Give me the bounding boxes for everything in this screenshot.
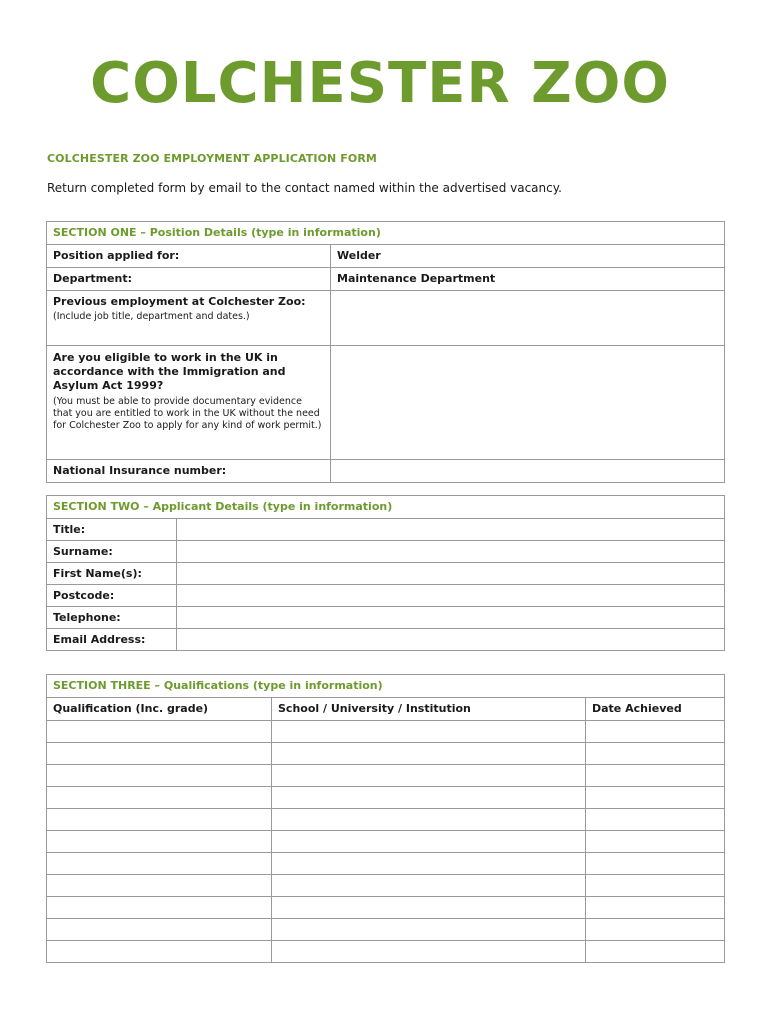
qualification-row bbox=[47, 875, 725, 897]
institution-cell[interactable] bbox=[272, 941, 586, 963]
colchester-zoo-logo bbox=[90, 40, 670, 120]
first-names-label: First Name(s): bbox=[47, 563, 177, 585]
qualification-cell[interactable] bbox=[47, 941, 272, 963]
qualification-cell[interactable] bbox=[47, 919, 272, 941]
surname-field[interactable] bbox=[177, 541, 725, 563]
date-cell[interactable] bbox=[586, 875, 725, 897]
qualification-row bbox=[47, 853, 725, 875]
institution-cell[interactable] bbox=[272, 897, 586, 919]
department-label: Department: bbox=[47, 268, 331, 291]
qualification-cell[interactable] bbox=[47, 743, 272, 765]
date-cell[interactable] bbox=[586, 831, 725, 853]
previous-employment-cell bbox=[47, 291, 331, 346]
department-field[interactable]: Maintenance Department bbox=[331, 268, 725, 291]
qualification-row bbox=[47, 765, 725, 787]
ni-number-field[interactable] bbox=[331, 460, 725, 483]
institution-cell[interactable] bbox=[272, 809, 586, 831]
date-cell[interactable] bbox=[586, 853, 725, 875]
date-achieved-column-header: Date Achieved bbox=[586, 698, 725, 721]
qualification-row bbox=[47, 809, 725, 831]
date-cell[interactable] bbox=[586, 919, 725, 941]
eligibility-field[interactable] bbox=[331, 346, 725, 460]
institution-cell[interactable] bbox=[272, 875, 586, 897]
position-label: Position applied for: bbox=[47, 245, 331, 268]
qualification-cell[interactable] bbox=[47, 787, 272, 809]
position-field[interactable]: Welder bbox=[331, 245, 725, 268]
qualification-cell[interactable] bbox=[47, 721, 272, 743]
institution-cell[interactable] bbox=[272, 721, 586, 743]
date-cell[interactable] bbox=[586, 897, 725, 919]
date-cell[interactable] bbox=[586, 809, 725, 831]
date-cell[interactable] bbox=[586, 941, 725, 963]
eligibility-cell bbox=[47, 346, 331, 460]
qualification-cell[interactable] bbox=[47, 831, 272, 853]
qualification-cell[interactable] bbox=[47, 897, 272, 919]
qualification-cell[interactable] bbox=[47, 765, 272, 787]
institution-column-header: School / University / Institution bbox=[272, 698, 586, 721]
qualification-row bbox=[47, 941, 725, 963]
form-title: COLCHESTER ZOO EMPLOYMENT APPLICATION FORM bbox=[47, 152, 377, 165]
qualification-row bbox=[47, 743, 725, 765]
section-one-table bbox=[46, 221, 725, 483]
institution-cell[interactable] bbox=[272, 743, 586, 765]
date-cell[interactable] bbox=[586, 721, 725, 743]
qualification-cell[interactable] bbox=[47, 853, 272, 875]
qualification-row bbox=[47, 787, 725, 809]
institution-cell[interactable] bbox=[272, 787, 586, 809]
previous-employment-label: Previous employment at Colchester Zoo: bbox=[53, 295, 306, 308]
institution-cell[interactable] bbox=[272, 765, 586, 787]
ni-number-label: National Insurance number: bbox=[47, 460, 331, 483]
first-names-field[interactable] bbox=[177, 563, 725, 585]
logo-text: COLCHESTER ZOO bbox=[90, 51, 670, 116]
qualification-row bbox=[47, 919, 725, 941]
surname-label: Surname: bbox=[47, 541, 177, 563]
section-three-heading: SECTION THREE – Qualifications (type in information) bbox=[47, 675, 725, 698]
institution-cell[interactable] bbox=[272, 831, 586, 853]
qualification-cell[interactable] bbox=[47, 875, 272, 897]
institution-cell[interactable] bbox=[272, 919, 586, 941]
institution-cell[interactable] bbox=[272, 853, 586, 875]
title-field[interactable] bbox=[177, 519, 725, 541]
email-label: Email Address: bbox=[47, 629, 177, 651]
title-label: Title: bbox=[47, 519, 177, 541]
qualification-row bbox=[47, 831, 725, 853]
previous-employment-field[interactable] bbox=[331, 291, 725, 346]
section-three-table bbox=[46, 674, 725, 963]
previous-employment-note: (Include job title, department and dates.) bbox=[53, 311, 250, 322]
date-cell[interactable] bbox=[586, 743, 725, 765]
qualification-column-header: Qualification (Inc. grade) bbox=[47, 698, 272, 721]
intro-text: Return completed form by email to the contact named within the advertised vacancy. bbox=[47, 181, 562, 195]
telephone-field[interactable] bbox=[177, 607, 725, 629]
postcode-field[interactable] bbox=[177, 585, 725, 607]
section-one-heading: SECTION ONE – Position Details (type in information) bbox=[47, 222, 725, 245]
qualification-row bbox=[47, 897, 725, 919]
email-field[interactable] bbox=[177, 629, 725, 651]
eligibility-note: (You must be able to provide documentary evidence that you are entitled to work in the UK without the need for Colchester Zoo to apply for any kind of work permit.) bbox=[53, 396, 322, 431]
section-two-table bbox=[46, 495, 725, 651]
date-cell[interactable] bbox=[586, 765, 725, 787]
postcode-label: Postcode: bbox=[47, 585, 177, 607]
date-cell[interactable] bbox=[586, 787, 725, 809]
telephone-label: Telephone: bbox=[47, 607, 177, 629]
section-two-heading: SECTION TWO – Applicant Details (type in information) bbox=[47, 496, 725, 519]
eligibility-label: Are you eligible to work in the UK in accordance with the Immigration and Asylum Act 1999? bbox=[53, 351, 286, 392]
qualification-row bbox=[47, 721, 725, 743]
qualification-cell[interactable] bbox=[47, 809, 272, 831]
